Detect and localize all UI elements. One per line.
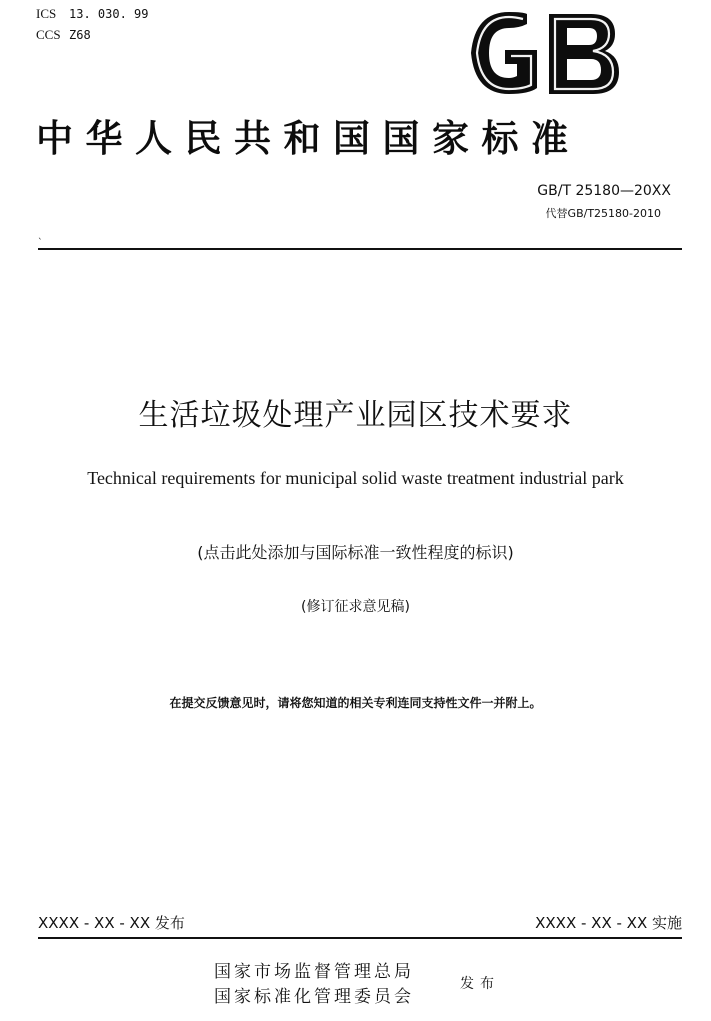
header-rule	[38, 248, 682, 250]
footer-rule	[38, 937, 682, 939]
publish-date: XXXX - XX - XX 发布	[38, 914, 185, 932]
consistency-note[interactable]: (点击此处添加与国际标准一致性程度的标识)	[197, 543, 514, 562]
national-standard-title: 中华人民共和国国家标准	[36, 117, 581, 160]
replaces-standard: 代替GB/T25180-2010	[545, 207, 661, 220]
document-title-zh: 生活垃圾处理产业园区技术要求	[138, 398, 573, 433]
issuer-line-2: 国家标准化管理委员会	[214, 987, 414, 1007]
ics-row	[36, 6, 148, 22]
stray-mark: `	[38, 238, 43, 248]
ics-label: ICS	[36, 6, 57, 21]
issuer-line-1: 国家市场监督管理总局	[214, 962, 414, 982]
standard-code: GB/T 25180—20XX	[537, 183, 671, 199]
ccs-value: Z68	[69, 28, 91, 42]
ccs-row	[36, 27, 91, 43]
gb-emblem-icon	[465, 10, 625, 96]
patent-notice: 在提交反馈意见时，请将您知道的相关专利连同支持性文件一并附上。	[169, 696, 542, 710]
draft-status: (修订征求意见稿)	[301, 599, 410, 615]
issue-word: 发布	[460, 976, 500, 992]
document-title-en: Technical requirements for municipal solid waste treatment industrial park	[87, 468, 624, 488]
ics-value: 13. 030. 99	[69, 7, 149, 21]
issuer-block	[214, 960, 414, 1010]
ccs-label: CCS	[36, 27, 61, 42]
implement-date: XXXX - XX - XX 实施	[535, 914, 682, 932]
